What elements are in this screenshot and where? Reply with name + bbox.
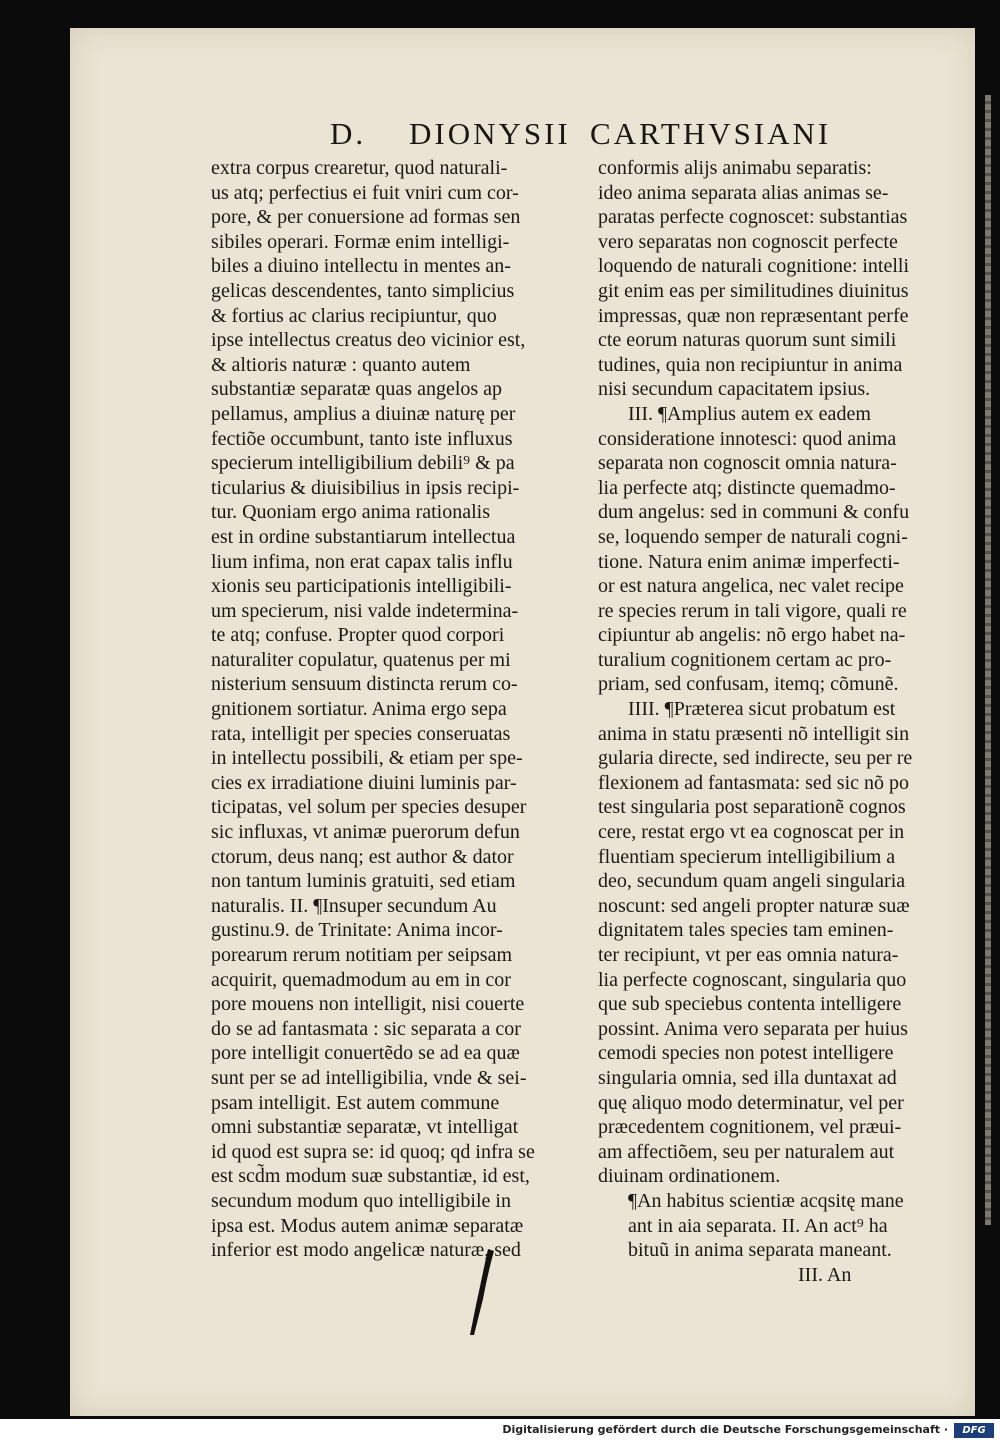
text-line: turalium cognitionem certam ac pro- [598, 648, 892, 671]
text-line: cipiuntur ab angelis: nõ ergo habet na- [598, 624, 906, 647]
text-line: ticularius & diuisibilius in ipsis recipi- [211, 476, 520, 499]
text-line: specierum intelligibilium debili⁹ & pa [211, 452, 515, 475]
text-line: III. ¶Amplius autem ex eadem [598, 402, 871, 425]
text-line: singularia omnia, sed illa duntaxat ad [598, 1066, 897, 1089]
text-line: conformis alijs animabu separatis: [598, 157, 872, 179]
text-line: que sub speciebus contenta intelligere [598, 993, 902, 1016]
header-surname: CARTHVSIANI [590, 116, 832, 151]
text-line: gnitionem sortiatur. Anima ergo sepa [211, 698, 507, 721]
text-line: vero separatas non cognoscit perfecte [598, 230, 898, 253]
text-line: bituũ in anima separata maneant. [598, 1239, 892, 1262]
text-line: cies ex irradiatione diuini luminis par- [211, 771, 517, 794]
right-text-column [598, 156, 990, 1287]
text-line: dignitatem tales species tam eminen- [598, 919, 894, 942]
text-line: pellamus, amplius a diuinæ naturę per [211, 402, 516, 425]
text-line: ipsa est. Modus autem animæ separatæ [211, 1214, 524, 1237]
text-line: cemodi species non potest intelligere [598, 1042, 894, 1065]
text-line: separata non cognoscit omnia natura- [598, 452, 897, 475]
text-line: in intellectu possibili, & etiam per spe- [211, 747, 523, 770]
text-line: secundum modum quo intelligibile in [211, 1189, 511, 1212]
text-line: ter recipiunt, vt per eas omnia natura- [598, 944, 899, 966]
text-line: cere, restat ergo vt ea cognoscat per in [598, 821, 905, 844]
text-line: ipse intellectus creatus deo vicinior est, [211, 329, 526, 352]
text-line: non tantum luminis gratuiti, sed etiam [211, 870, 516, 893]
text-line: biles a diuino intellectu in mentes an- [211, 255, 511, 278]
text-line: id quod est supra se: id quoq; qd infra se [211, 1140, 535, 1163]
text-line: naturaliter copulatur, quatenus per mi [211, 648, 511, 671]
text-line: rata, intelligit per species conseruatas [211, 722, 511, 745]
text-line: deo, secundum quam angeli singularia [598, 870, 906, 893]
text-line: tudines, quia non recipiuntur in anima [598, 353, 903, 376]
text-line: inferior est modo angelicæ naturæ, sed [211, 1239, 521, 1262]
text-line: am affectiõem, seu per naturalem aut [598, 1140, 895, 1163]
text-line: tione. Natura enim animæ imperfecti- [598, 550, 900, 573]
left-text-column [211, 156, 661, 1263]
text-line: est in ordine substantiarum intellectua [211, 525, 516, 548]
text-line: diuinam ordinationem. [598, 1165, 781, 1188]
text-line: & fortius ac clarius recipiuntur, quo [211, 304, 497, 327]
text-line: pore mouens non intelligit, nisi couerte [211, 993, 525, 1016]
text-line: sibiles operari. Formæ enim intelligi- [211, 230, 510, 253]
text-line: quę aliquo modo determinatur, vel per [598, 1091, 904, 1114]
footer-credit: Digitalisierung gefördert durch die Deutsche Forschungsgemeinschaft · [502, 1423, 948, 1436]
text-line: se, loquendo semper de naturali cogni- [598, 525, 908, 548]
text-line: dum angelus: sed in communi & confu [598, 501, 910, 524]
text-line: or est natura angelica, nec valet recipe [598, 575, 904, 598]
text-line: præcedentem cognitionem, vel præui- [598, 1116, 902, 1139]
text-line: re species rerum in tali vigore, quali re [598, 599, 907, 622]
text-line: est scd̃m modum suæ substantiæ, id est, [211, 1165, 530, 1188]
text-line: flexionem ad fantasmata: sed sic nõ po [598, 771, 910, 794]
text-line: paratas perfecte cognoscet: substantias [598, 206, 908, 229]
text-line: um specierum, nisi valde indetermina- [211, 599, 519, 622]
text-line: ideo anima separata alias animas se- [598, 181, 889, 204]
text-line: consideratione innotesci: quod anima [598, 427, 897, 450]
text-line: noscunt: sed angeli propter naturæ suæ [598, 894, 910, 917]
header-name: DIONYSII [409, 116, 571, 151]
text-line: git enim eas per similitudines diuinitus [598, 279, 909, 302]
text-line: te atq; confuse. Propter quod corpori [211, 624, 505, 647]
text-line: ticipatas, vel solum per species desuper [211, 796, 527, 819]
text-line: substantiæ separatæ quas angelos ap [211, 378, 503, 401]
text-line: pore intelligit conuertẽdo se ad ea quæ [211, 1042, 520, 1065]
text-line: lia perfecte cognoscant, singularia quo [598, 968, 907, 991]
text-line: lia perfecte atq; distincte quemadmo- [598, 476, 896, 499]
text-line: ant in aia separata. II. An act⁹ ha [598, 1214, 888, 1237]
running-header [70, 116, 975, 156]
text-line: ¶An habitus scientiæ acqsitę mane [598, 1189, 904, 1212]
text-line: III. An [598, 1263, 852, 1286]
text-line: xionis seu participationis intelligibili- [211, 575, 512, 598]
text-line: us atq; perfectius ei fuit vniri cum cor- [211, 181, 519, 204]
text-line: fluentiam specierum intelligibilium a [598, 845, 896, 868]
text-line: tur. Quoniam ergo anima rationalis [211, 501, 491, 524]
text-line: & altioris naturæ : quanto autem [211, 353, 471, 376]
text-line: IIII. ¶Præterea sicut probatum est [598, 698, 896, 721]
text-line: extra corpus crearetur, quod naturali- [211, 157, 508, 179]
text-line: cte eorum naturas quorum sunt simili [598, 329, 897, 352]
footer-bar [0, 1419, 1000, 1444]
text-line: omni substantiæ separatæ, vt intelligat [211, 1116, 519, 1139]
text-line: possint. Anima vero separata per huius [598, 1017, 908, 1040]
text-line: nisi secundum capacitatem ipsius. [598, 378, 871, 401]
text-line: acquirit, quemadmodum au em in cor [211, 968, 511, 991]
text-line: psam intelligit. Est autem commune [211, 1091, 500, 1114]
text-line: sunt per se ad intelligibilia, vnde & sei- [211, 1066, 527, 1089]
text-line: gustinu.9. de Trinitate: Anima incor- [211, 919, 503, 942]
text-line: sic influxas, vt animæ puerorum defun [211, 821, 520, 844]
text-line: pore, & per conuersione ad formas sen [211, 206, 521, 229]
dfg-logo: DFG [954, 1423, 994, 1438]
text-line: nisterium sensuum distincta rerum co- [211, 673, 518, 696]
text-line: do se ad fantasmata : sic separata a cor [211, 1017, 521, 1040]
text-line: loquendo de naturali cognitione: intelli [598, 255, 910, 278]
text-line: naturalis. II. ¶Insuper secundum Au [211, 894, 497, 917]
text-line: ctorum, deus nanq; est author & dator [211, 845, 514, 868]
text-line: test singularia post separationẽ cognos [598, 796, 906, 819]
header-letter: D. [330, 116, 367, 151]
text-line: gularia directe, sed indirecte, seu per re [598, 747, 913, 770]
book-page [70, 28, 975, 1416]
text-line: impressas, quæ non repræsentant perfe [598, 304, 909, 327]
text-line: lium infima, non erat capax talis influ [211, 550, 513, 573]
ink-mark [466, 1247, 500, 1337]
text-line: anima in statu præsenti nõ intelligit sin [598, 722, 910, 745]
text-line: priam, sed confusam, itemq; cõmunẽ. [598, 673, 899, 696]
text-line: fectiõe occumbunt, tanto iste influxus [211, 427, 513, 450]
text-line: gelicas descendentes, tanto simplicius [211, 279, 515, 302]
text-line: porearum rerum notitiam per seipsam [211, 944, 513, 966]
